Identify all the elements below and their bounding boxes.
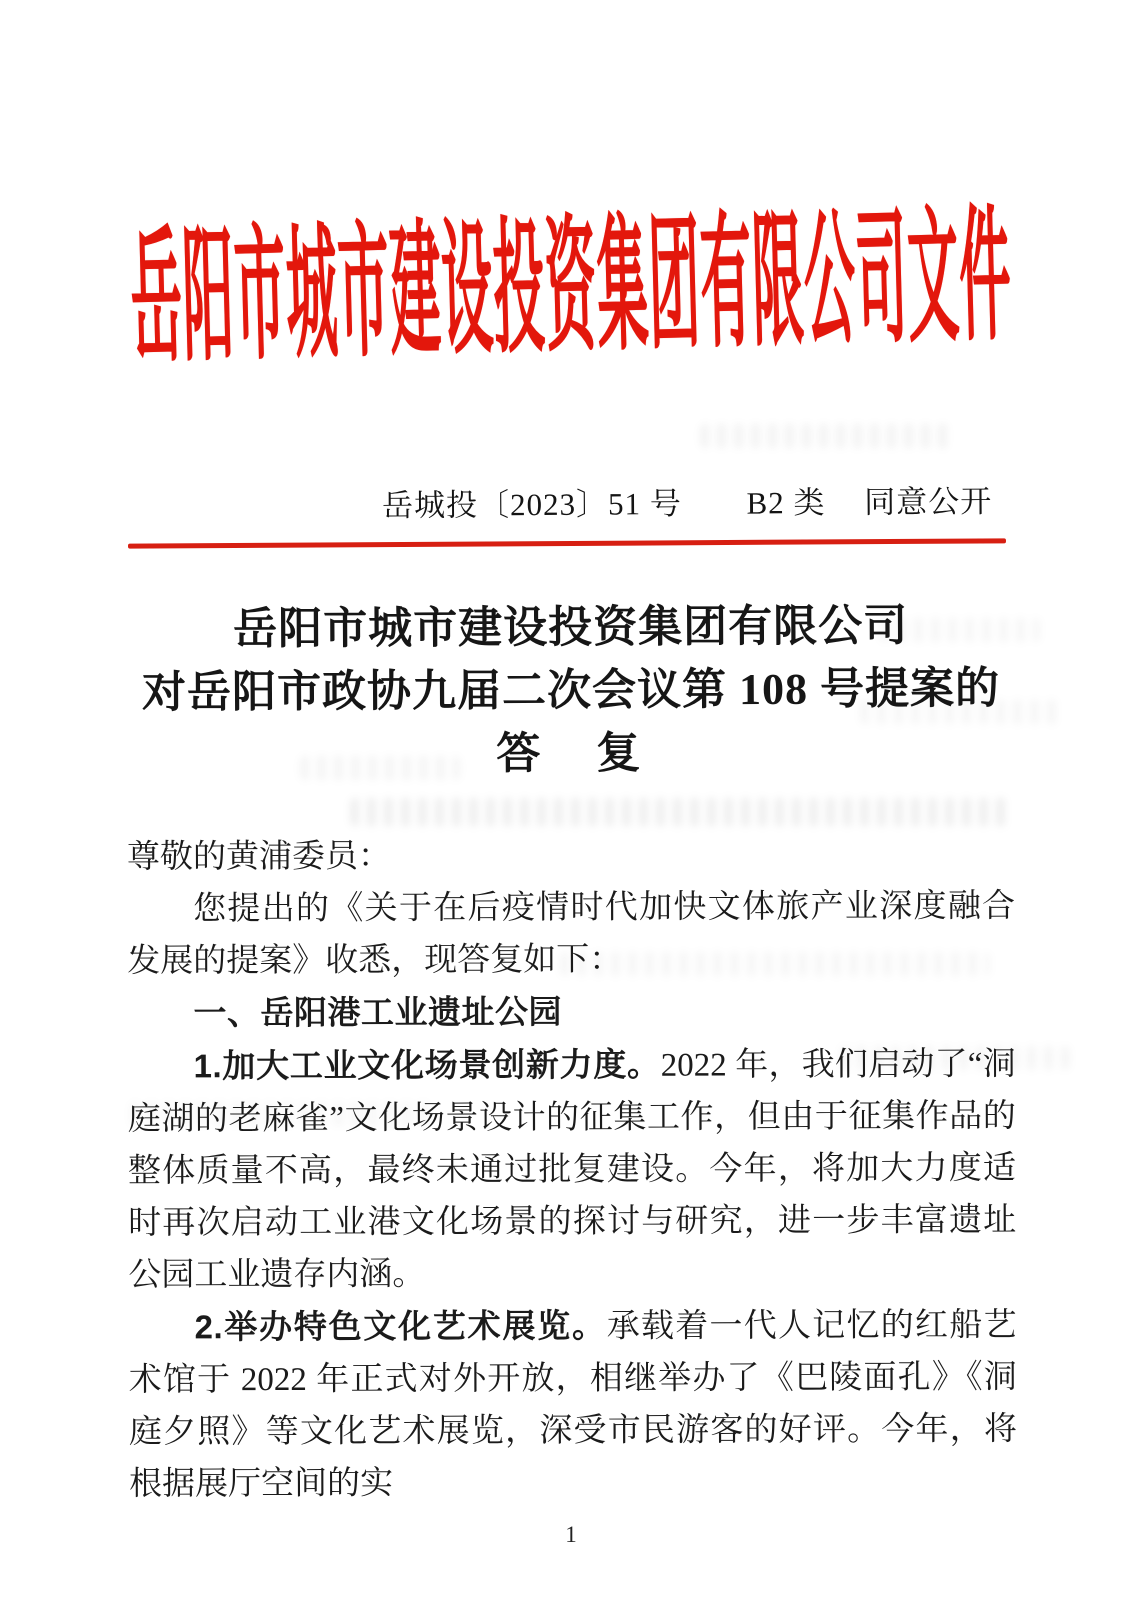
title-line-1: 岳阳市城市建设投资集团有限公司	[233, 601, 909, 654]
paragraph-item-2	[128, 1298, 1017, 1510]
salutation: 尊敬的黄浦委员：	[126, 838, 391, 876]
title-line-3: 答 复	[496, 728, 647, 779]
doc-classification: B2 类	[746, 485, 826, 521]
letterhead-title: 岳阳市城市建设投资集团有限公司文件	[128, 195, 1014, 381]
scan-bleed-artifact	[350, 798, 1010, 826]
title-line-2: 对岳阳市政协九届二次会议第 108 号提案的	[141, 663, 1001, 718]
paragraph-text: 您提出的《关于在后疫情时代加快文体旅产业深度融合发展的提案》收悉，现答复如下：	[127, 888, 1016, 980]
red-divider-line	[128, 538, 1006, 548]
doc-number: 岳城投〔2023〕51 号	[381, 486, 682, 524]
paragraph-intro	[127, 880, 1015, 987]
paragraph-text: 承载着一代人记忆的红船艺术馆于 2022 年正式对外开放，相继举办了《巴陵面孔》《洞庭夕照》等文化艺术展览，深受市民游客的好评。今年，将根据展厅空间的实	[128, 1307, 1017, 1503]
paragraph-text: 2022 年，我们启动了“洞庭湖的老麻雀”文化场景设计的征集工作，但由于征集作品的整体质量不高，最终未通过批复建设。今年，将加大力度适时再次启动工业港文化场景的探讨与研究，进一步丰富遗址公园工业遗存内涵。	[127, 1046, 1017, 1294]
section-heading-text: 一、岳阳港工业遗址公园	[193, 993, 563, 1032]
doc-publicity-status: 同意公开	[863, 483, 993, 520]
page-number: 1	[565, 1522, 577, 1547]
paragraph-lead: 1.加大工业文化场景创新力度。	[193, 1045, 661, 1085]
paragraph-lead: 2.举办特色文化艺术展览。	[194, 1306, 607, 1346]
reference-line	[382, 476, 992, 525]
document-title	[0, 593, 1142, 788]
paragraph-item-1	[128, 1037, 1017, 1301]
scan-bleed-artifact	[700, 424, 950, 448]
section-heading-1	[127, 984, 1015, 1040]
document-body	[127, 828, 1017, 1510]
